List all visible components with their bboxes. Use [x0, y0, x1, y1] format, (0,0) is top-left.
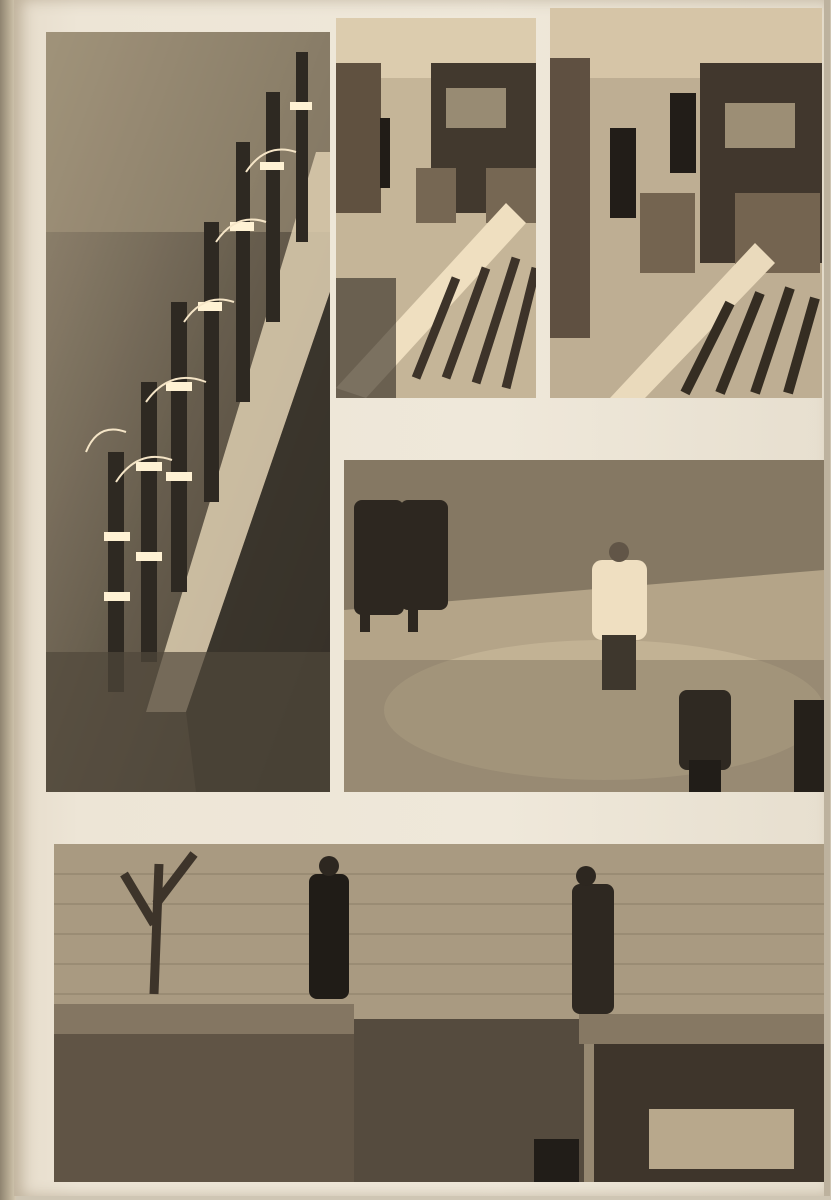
guard-change-caption	[340, 410, 538, 446]
guards-caption-right	[600, 796, 822, 840]
garden-work-photo	[550, 8, 822, 398]
garden-caption	[552, 410, 822, 446]
fence-caption	[50, 796, 334, 840]
courtyard-guards-photo	[344, 460, 824, 792]
electric-fence-photo	[46, 32, 330, 792]
guards-caption-left	[348, 796, 590, 840]
guard-change-photo	[336, 18, 536, 398]
prison-wall-photo	[54, 844, 824, 1182]
